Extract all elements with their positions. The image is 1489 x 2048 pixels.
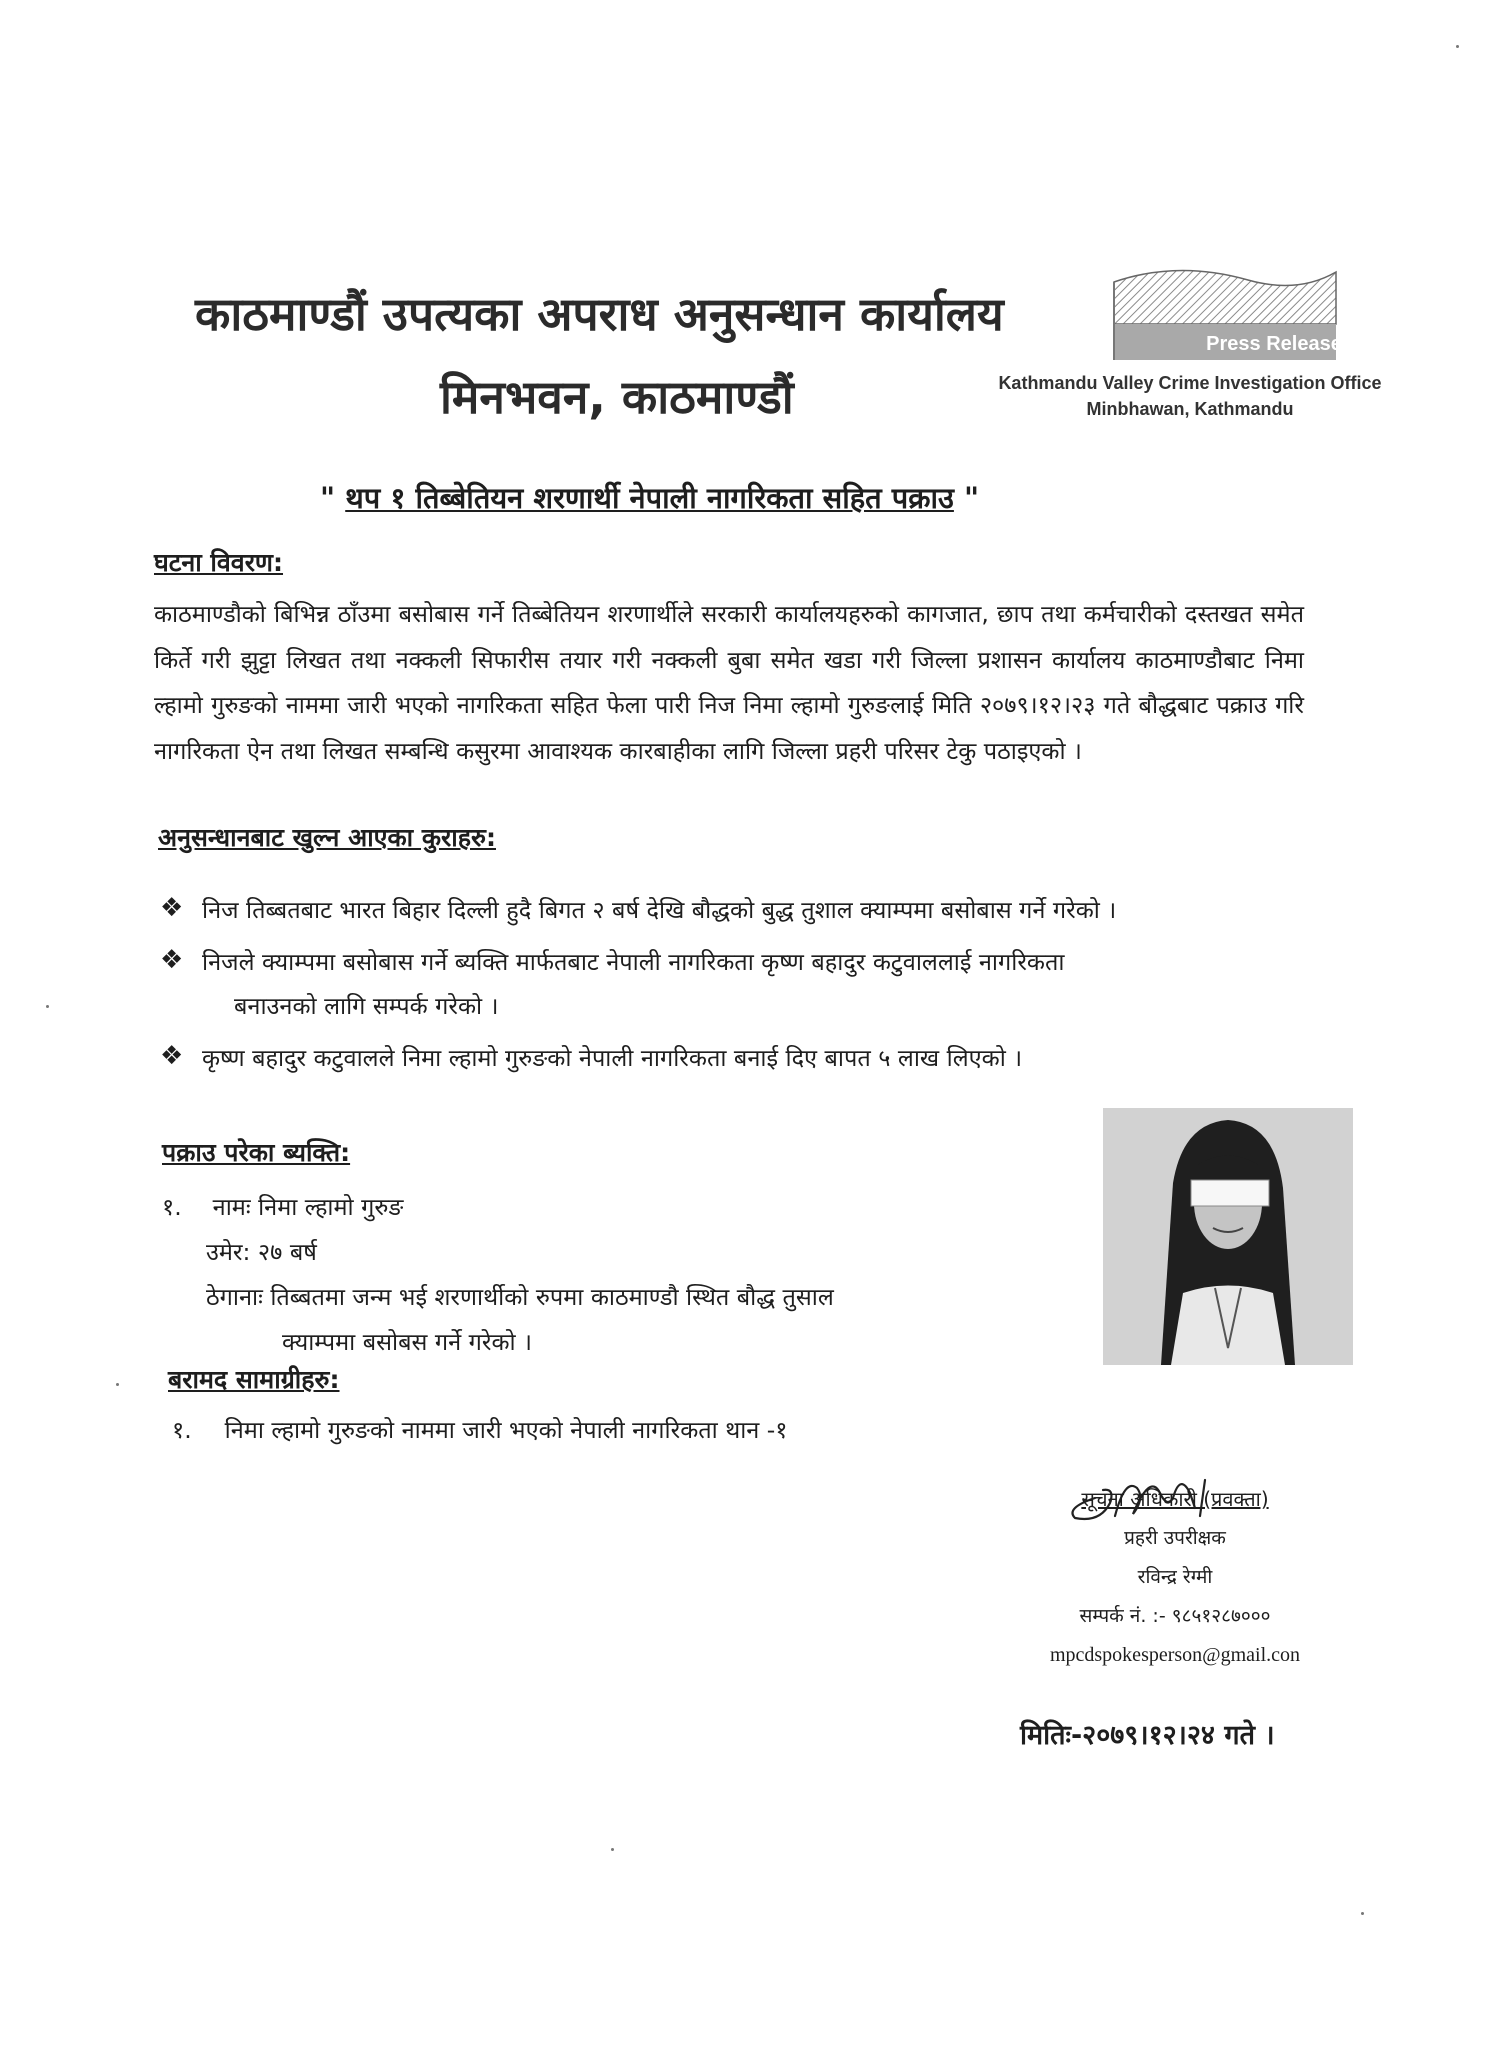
office-name-en-line1: Kathmandu Valley Crime Investigation Office: [998, 373, 1382, 393]
incident-heading: घटना विवरण:: [154, 548, 284, 577]
arrested-person-photo: [1103, 1108, 1353, 1365]
arrested-number: १.: [162, 1193, 182, 1221]
seized-item: निमा ल्हामो गुरुङको नाममा जारी भएको नेपाली नागरिकता थान -१: [224, 1416, 788, 1444]
finding-text: निजले क्याम्पमा बसोबास गर्ने ब्यक्ति मार्फतबाट नेपाली नागरिकता कृष्ण बहादुर कटुवाललाई नागरिकता: [202, 948, 1065, 976]
seized-item-row: [172, 1413, 788, 1445]
scan-speck: [46, 1005, 49, 1008]
signatory-contact: सम्पर्क नं. :- ९८५१२८७०००: [1079, 1605, 1271, 1627]
subject-close-quote: ": [964, 481, 980, 515]
findings-heading: अनुसन्धानबाट खुल्न आएका कुराहरु:: [158, 823, 496, 852]
arrested-details: [162, 1185, 834, 1365]
finding-text: कृष्ण बहादुर कटुवालले निमा ल्हामो गुरुङको नेपाली नागरिकता बनाई दिए बापत ५ लाख लिएको ।: [202, 1044, 1023, 1072]
press-release-label: Press Release: [1206, 333, 1342, 355]
seized-number: १.: [172, 1416, 192, 1444]
signatory-email: mpcdspokesperson@gmail.con: [1049, 1644, 1301, 1666]
signature-block: [1010, 1480, 1340, 1675]
signatory-role: सूचना अधिकारी (प्रवक्ता): [1081, 1487, 1269, 1511]
signatory-rank: प्रहरी उपरीक्षक: [1124, 1527, 1226, 1549]
press-release-logo: [1108, 262, 1342, 362]
face-censor-bar: [1191, 1180, 1269, 1206]
arrested-name-row: [162, 1185, 834, 1230]
findings-list: [160, 888, 1310, 1088]
subject-text: थप १ तिब्बेतियन शरणार्थी नेपाली नागरिकता सहित पक्राउ: [345, 481, 954, 515]
finding-text-continued: बनाउनको लागि सम्पर्क गरेको ।: [234, 992, 499, 1020]
four-diamond-bullet-icon: ❖: [160, 945, 184, 975]
scan-speck: [116, 1383, 119, 1386]
four-diamond-bullet-icon: ❖: [160, 1041, 184, 1071]
arrested-address: ठेगानाः तिब्बतमा जन्म भई शरणार्थीको रुपमा काठमाण्डौ स्थित बौद्ध तुसाल: [206, 1283, 834, 1311]
subject-open-quote: ": [320, 481, 336, 515]
finding-item: [160, 940, 1310, 1028]
scan-speck: [611, 1848, 614, 1851]
seized-heading: बरामद सामाग्रीहरु:: [168, 1365, 340, 1394]
office-title-nepali: काठमाण्डौं उपत्यका अपराध अनुसन्धान कार्यालय: [195, 287, 1004, 341]
scan-speck: [1456, 45, 1459, 48]
office-name-en-line2: Minbhawan, Kathmandu: [1086, 399, 1294, 419]
subject-line: [320, 478, 979, 517]
office-location-nepali: मिनभवन, काठमाण्डौं: [440, 370, 794, 424]
office-name-english: [990, 370, 1390, 422]
finding-item: [160, 1036, 1310, 1080]
incident-paragraph: काठमाण्डौको बिभिन्न ठाँउमा बसोबास गर्ने तिब्बेतियन शरणार्थीले सरकारी कार्यालयहरुको कागजात, छाप तथा कर्मचारीको दस्तखत समेत किर्ते गरी झुट्टा लिखत तथा नक्कली सिफारीस तयार गरी नक्कली बुबा समेत खडा गरी जिल्ला प्रशासन कार्यालय काठमाण्डौबाट निमा ल्हामो गुरुङको नाममा जारी भएको नागरिकता सहित फेला पारी निज निमा ल्हामो गुरुङलाई मिति २०७९।१२।२३ गते बौद्धबाट पक्राउ गरि नागरिकता ऐन तथा लिखत सम्बन्धि कसुरमा आवाश्यक कारबाहीका लागि जिल्ला प्रहरी परिसर टेकु पठाइएको ।: [154, 600, 1304, 765]
scan-speck: [1361, 1912, 1364, 1915]
signatory-name: रविन्द्र रेग्मी: [1137, 1566, 1213, 1588]
release-date: मितिः-२०७९।१२।२४ गते ।: [1020, 1720, 1275, 1751]
finding-text: निज तिब्बतबाट भारत बिहार दिल्ली हुदै बिगत २ बर्ष देखि बौद्धको बुद्ध तुशाल क्याम्पमा बसोबास गर्ने गरेको ।: [202, 896, 1117, 924]
arrested-name: नामः निमा ल्हामो गुरुङ: [212, 1193, 404, 1221]
arrested-age: उमेर: २७ बर्ष: [206, 1238, 317, 1266]
four-diamond-bullet-icon: ❖: [160, 893, 184, 923]
arrested-heading: पक्राउ परेका ब्यक्ति:: [162, 1138, 351, 1167]
arrested-address-continued: क्याम्पमा बसोबस गर्ने गरेको ।: [282, 1328, 533, 1356]
finding-item: [160, 888, 1310, 932]
